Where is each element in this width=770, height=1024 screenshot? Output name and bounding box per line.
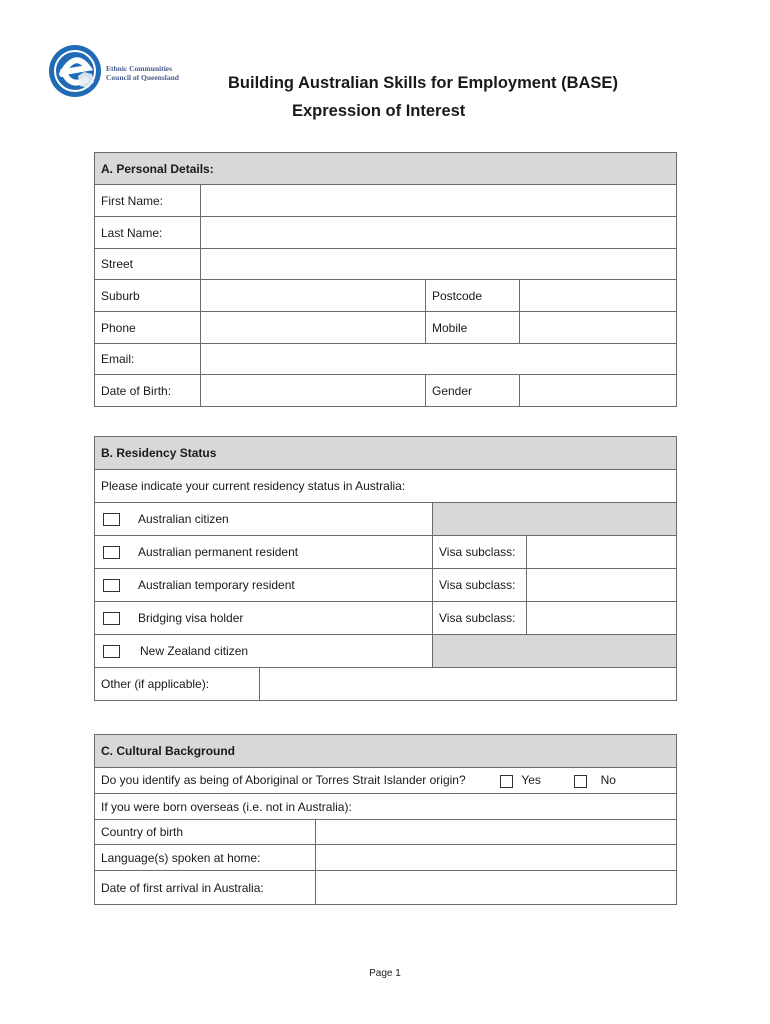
language-label: Language(s) spoken at home: [95, 845, 316, 871]
form-title: Building Australian Skills for Employment (BASE) [228, 74, 618, 92]
suburb-label: Suburb [95, 280, 201, 312]
permanent-resident-checkbox[interactable] [103, 546, 120, 559]
other-label: Other (if applicable): [95, 668, 260, 701]
arrival-label: Date of first arrival in Australia: [95, 871, 316, 905]
country-field[interactable] [316, 820, 677, 845]
page-number: Page 1 [369, 968, 401, 979]
phone-label: Phone [95, 312, 201, 344]
visa-subclass-label: Visa subclass: [433, 602, 527, 635]
postcode-label: Postcode [426, 280, 520, 312]
yes-label: Yes [521, 773, 541, 788]
suburb-field[interactable] [201, 280, 426, 312]
cultural-background-table [94, 734, 677, 905]
nz-citizen-checkbox[interactable] [103, 645, 120, 658]
temporary-resident-label: Australian temporary resident [138, 577, 295, 592]
mobile-field[interactable] [520, 312, 677, 344]
section-a-heading: A. Personal Details: [95, 153, 677, 185]
gender-field[interactable] [520, 375, 677, 407]
gender-label: Gender [426, 375, 520, 407]
visa-subclass-label: Visa subclass: [433, 569, 527, 602]
option-row [95, 635, 433, 668]
visa-subclass-field[interactable] [527, 602, 677, 635]
last-name-field[interactable] [201, 217, 677, 249]
option-row [95, 602, 433, 635]
citizen-label: Australian citizen [138, 511, 229, 526]
option-row [95, 569, 433, 602]
form-subtitle: Expression of Interest [292, 102, 466, 120]
email-label: Email: [95, 344, 201, 375]
no-label: No [600, 773, 616, 788]
residency-prompt: Please indicate your current residency status in Australia: [95, 470, 677, 503]
bridging-visa-label: Bridging visa holder [138, 610, 244, 625]
visa-subclass-field[interactable] [527, 536, 677, 569]
language-field[interactable] [316, 845, 677, 871]
no-checkbox[interactable] [574, 775, 587, 788]
other-field[interactable] [260, 668, 677, 701]
section-c-heading: C. Cultural Background [95, 735, 677, 768]
yes-checkbox[interactable] [500, 775, 513, 788]
email-field[interactable] [201, 344, 677, 375]
dob-label: Date of Birth: [95, 375, 201, 407]
mobile-label: Mobile [426, 312, 520, 344]
street-field[interactable] [201, 249, 677, 280]
option-row [95, 536, 433, 569]
citizen-checkbox[interactable] [103, 513, 120, 526]
shaded-cell [433, 503, 677, 536]
postcode-field[interactable] [520, 280, 677, 312]
temporary-resident-checkbox[interactable] [103, 579, 120, 592]
option-row [95, 503, 433, 536]
country-label: Country of birth [95, 820, 316, 845]
arrival-field[interactable] [316, 871, 677, 905]
overseas-prompt: If you were born overseas (i.e. not in Australia): [95, 794, 677, 820]
permanent-resident-label: Australian permanent resident [138, 544, 299, 559]
aboriginal-question: Do you identify as being of Aboriginal or Torres Strait Islander origin? [101, 773, 466, 788]
personal-details-table [94, 152, 677, 407]
dob-field[interactable] [201, 375, 426, 407]
section-b-heading: B. Residency Status [95, 437, 677, 470]
nz-citizen-label: New Zealand citizen [140, 643, 249, 658]
residency-status-table [94, 436, 677, 701]
bridging-visa-checkbox[interactable] [103, 612, 120, 625]
visa-subclass-label: Visa subclass: [433, 536, 527, 569]
phone-field[interactable] [201, 312, 426, 344]
first-name-label: First Name: [95, 185, 201, 217]
street-label: Street [95, 249, 201, 280]
first-name-field[interactable] [201, 185, 677, 217]
shaded-cell [433, 635, 677, 668]
last-name-label: Last Name: [95, 217, 201, 249]
aboriginal-row [95, 768, 677, 794]
visa-subclass-field[interactable] [527, 569, 677, 602]
org-name: Ethnic Communities Council of Queensland [106, 64, 179, 82]
